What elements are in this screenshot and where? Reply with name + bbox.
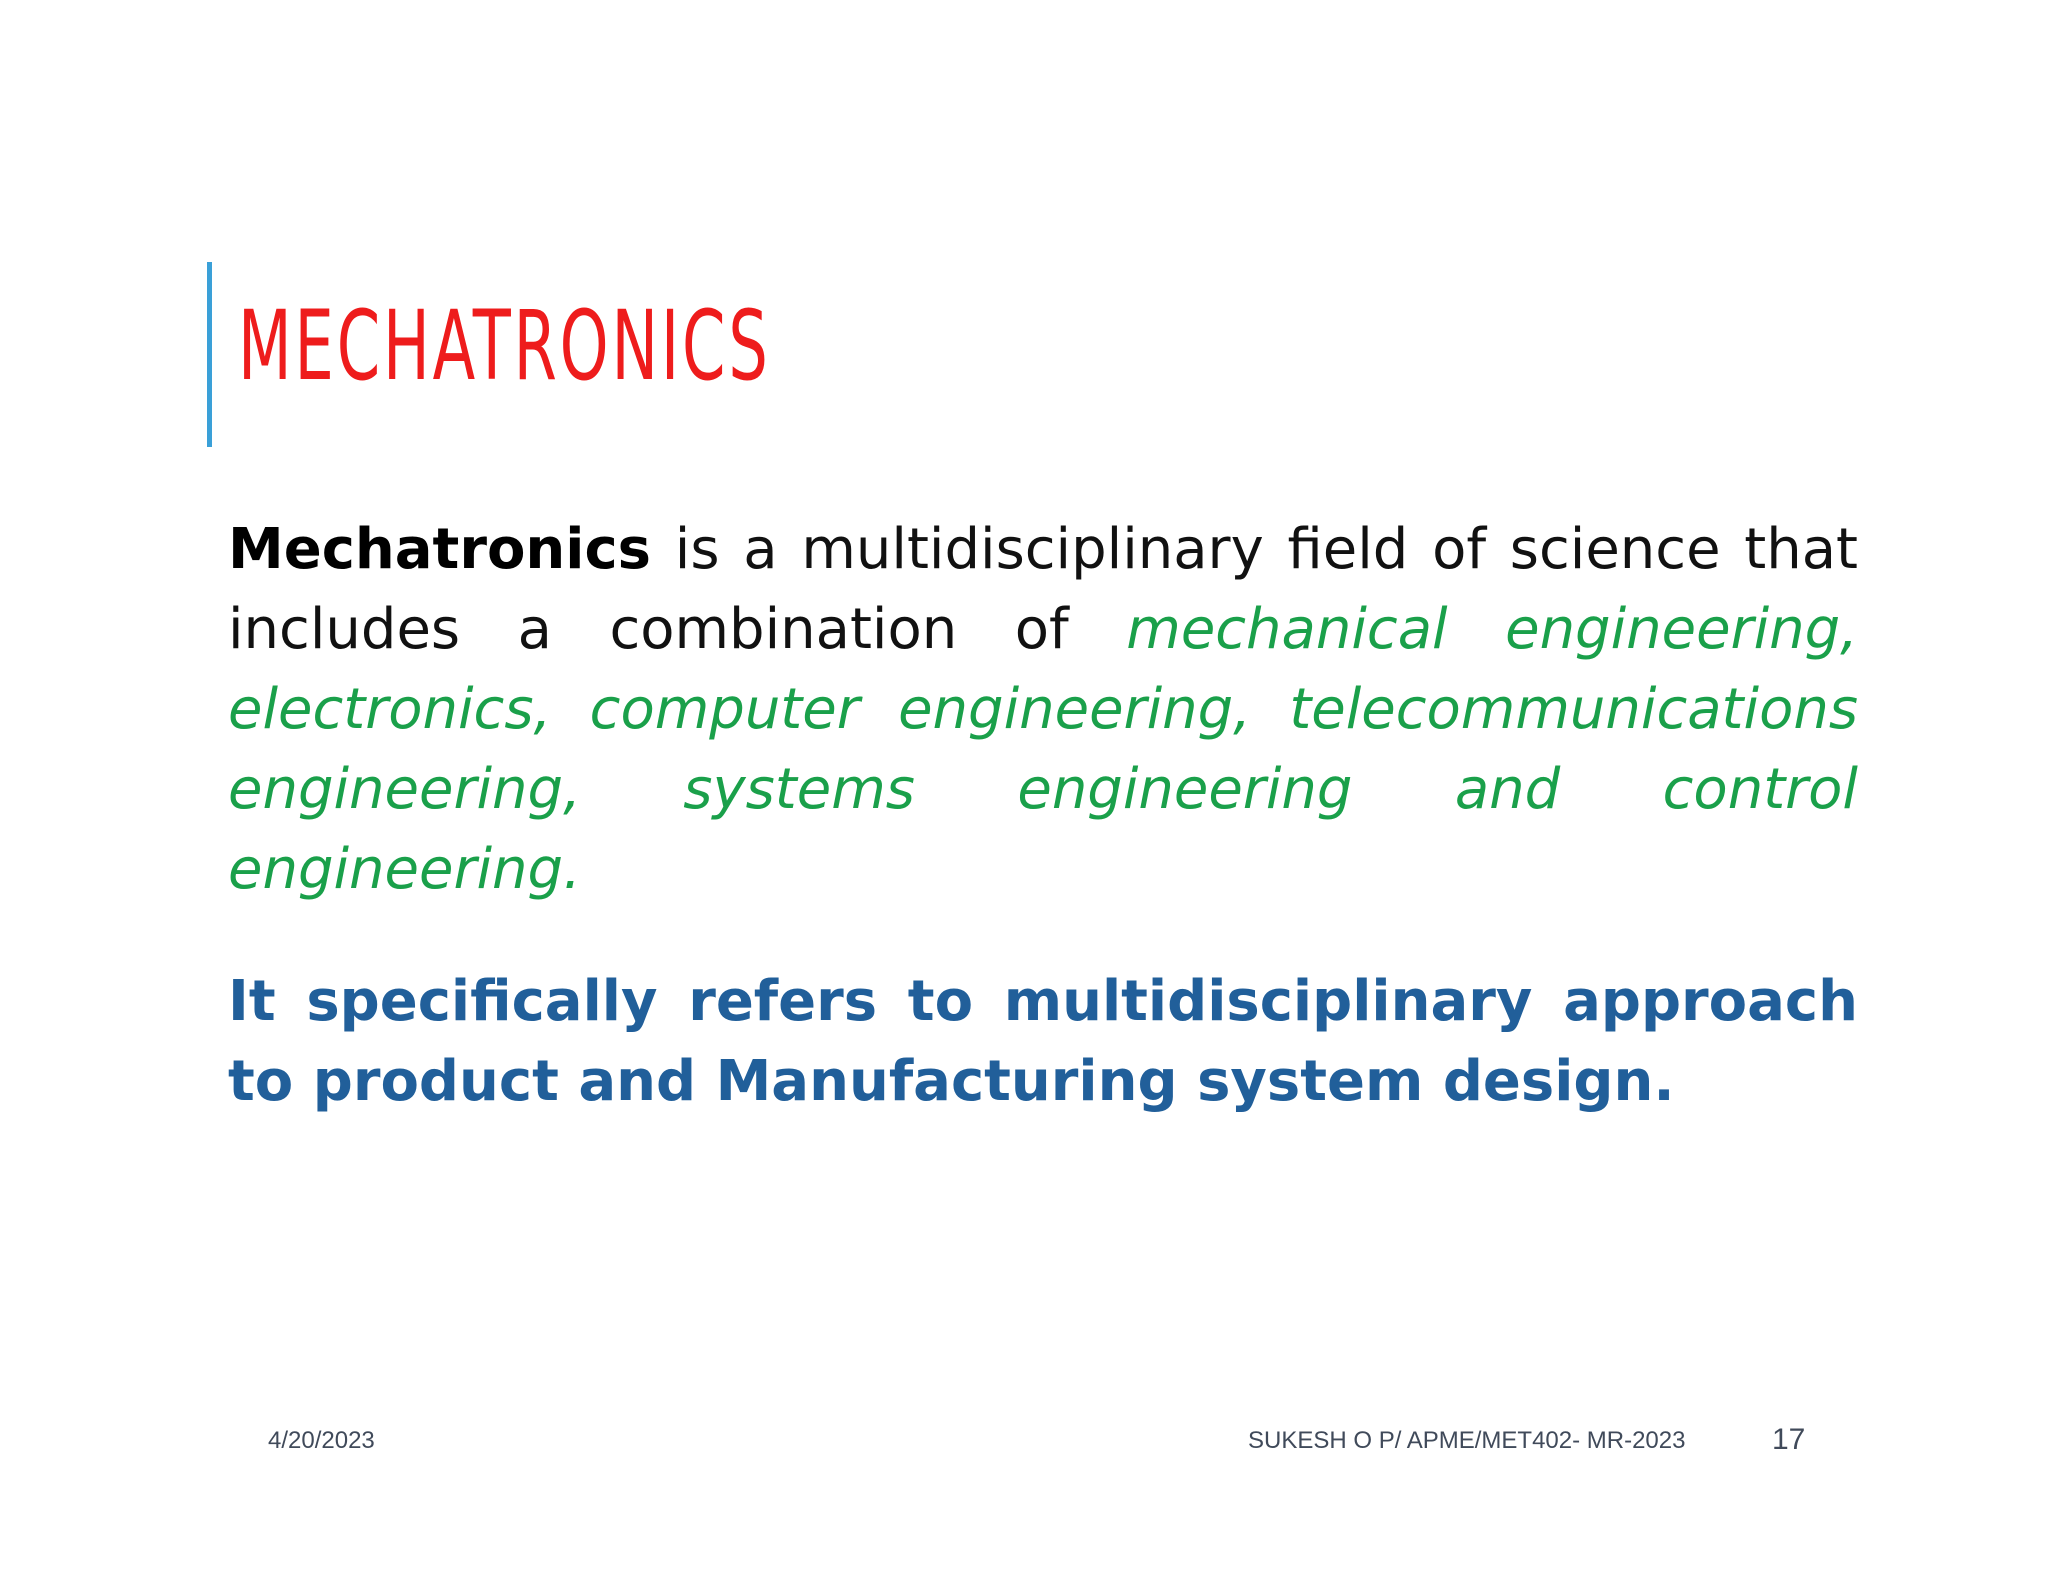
slide-title: MECHATRONICS (238, 290, 771, 402)
approach-paragraph: It specifically refers to multidisciplinary approach to product and Manufacturing system design. (228, 969, 1858, 1114)
title-accent-bar (207, 262, 212, 447)
definition-lead-text: is a multidisciplinary field of science that includes a combination of (228, 517, 1858, 662)
definition-term: Mechatronics (228, 517, 652, 582)
footer-author: SUKESH O P/ APME/MET402- MR-2023 (1248, 1427, 1686, 1454)
disciplines-list: mechanical engineering, electronics, computer engineering, telecommunications engineering, systems engineering and control engineering. (228, 597, 1858, 902)
definition-paragraph (228, 510, 1858, 910)
footer-page-number: 17 (1772, 1423, 1806, 1456)
footer-date: 4/20/2023 (268, 1427, 375, 1454)
